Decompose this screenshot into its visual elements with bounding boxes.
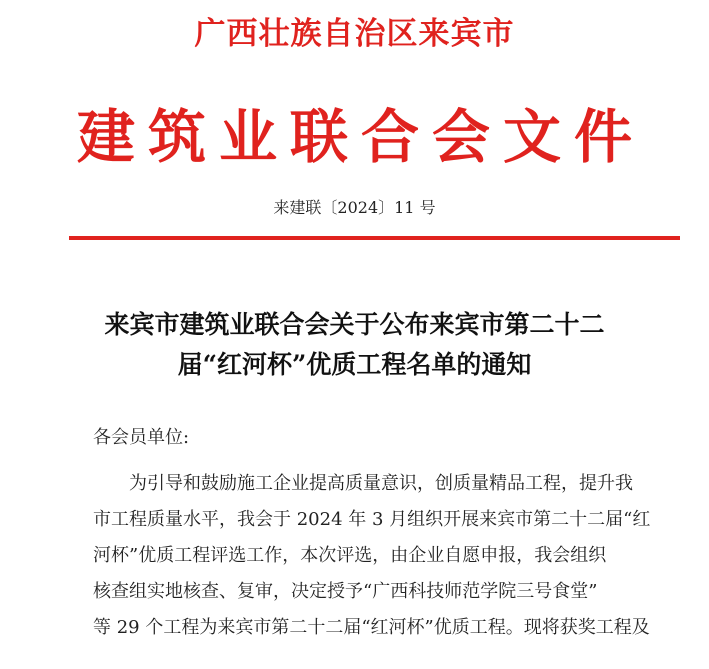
notice-title [0, 305, 709, 385]
notice-title-line-2: 届“红河杯”优质工程名单的通知 [177, 350, 532, 379]
document-number: 来建联〔2024〕11 号 [273, 198, 436, 217]
body-line: 市工程质量水平，我会于 2024 年 3 月组织开展来宾市第二十二届“红 [93, 509, 651, 530]
body-line: 核查组实地核查、复审，决定授予“广西科技师范学院三号食堂” [93, 581, 598, 602]
body-paragraph [93, 466, 683, 646]
red-divider-line [69, 236, 680, 240]
salutation: 各会员单位: [93, 427, 190, 448]
body-line: 为引导和鼓励施工企业提高质量意识，创质量精品工程，提升我 [129, 473, 633, 494]
notice-title-line-1: 来宾市建筑业联合会关于公布来宾市第二十二 [104, 310, 605, 339]
body-line: 等 29 个工程为来宾市第二十二届“红河杯”优质工程。现将获奖工程及 [93, 617, 650, 638]
body-line: 河杯”优质工程评选工作，本次评选，由企业自愿申报，我会组织 [93, 545, 607, 566]
issuing-org-header: 广西壮族自治区来宾市 [194, 16, 515, 52]
document-type-header: 建筑业联合会文件 [76, 103, 645, 171]
